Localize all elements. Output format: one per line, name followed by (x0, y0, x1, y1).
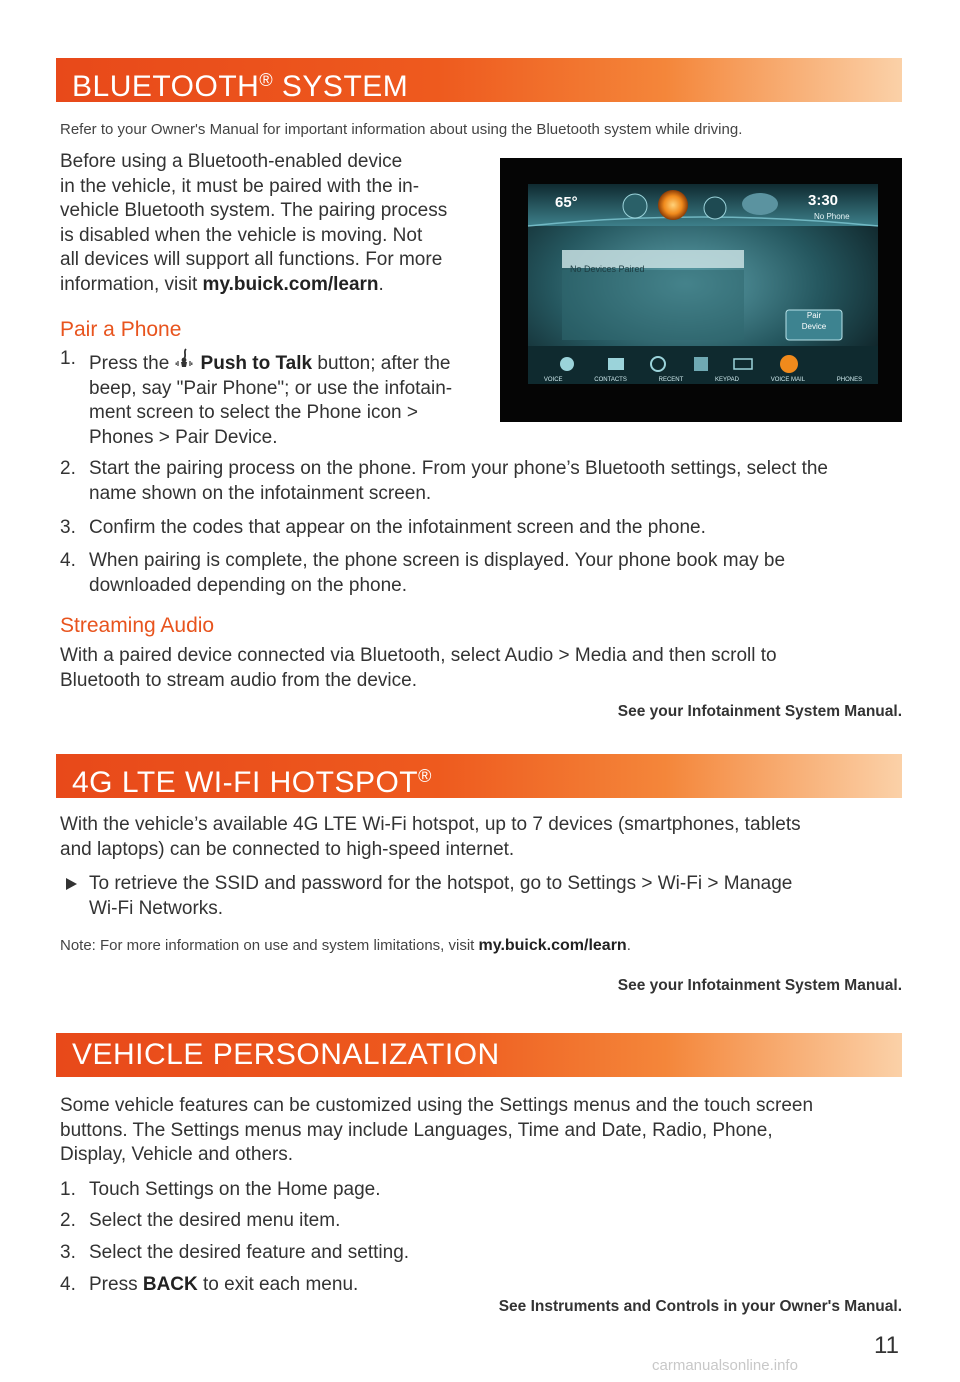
section-banner-personalization (56, 1033, 902, 1077)
step-text: Press the (89, 353, 175, 374)
intro-text: information, visit (60, 273, 203, 295)
nav-keypad[interactable]: KEYPAD (715, 377, 739, 383)
pair-phone-heading: Pair a Phone (60, 318, 182, 341)
screen-phone-status: No Phone (814, 212, 850, 221)
stream-line: Bluetooth to stream audio from the device. (60, 669, 417, 691)
step-line: ment screen to select the Phone icon > (89, 402, 419, 423)
pair-step-3 (60, 516, 706, 541)
intro-line-last (60, 273, 447, 298)
screen-list-item[interactable]: No Devices Paired (570, 264, 645, 274)
section-title: VEHICLE PERSONALIZATION (72, 1038, 500, 1071)
bullet-line: To retrieve the SSID and password for the hotspot, go to Settings > Wi-Fi > Manage (89, 873, 793, 894)
step-number: 1. (60, 1179, 76, 1200)
see-infotainment-manual: See your Infotainment System Manual. (617, 977, 902, 994)
pair-step-2 (60, 457, 828, 506)
step-number: 3. (60, 517, 76, 538)
step-line: name shown on the infotainment screen. (89, 482, 432, 504)
step-number: 1. (60, 348, 76, 369)
intro-period: . (378, 273, 384, 295)
step-number: 2. (60, 1210, 76, 1231)
step-text: Press (89, 1274, 143, 1295)
registered-mark: ® (259, 70, 274, 90)
step-line: downloaded depending on the phone. (89, 574, 408, 596)
intro-line: is disabled when the vehicle is moving. Not (60, 224, 423, 246)
nav-phones[interactable]: PHONES (836, 377, 863, 383)
push-to-talk-icon (175, 347, 195, 371)
pair-btn-line: Device (801, 322, 827, 331)
pair-btn-line: Pair (806, 311, 822, 320)
hotspot-bullet (60, 872, 792, 921)
note-period: . (626, 937, 631, 954)
registered-mark: ® (418, 766, 432, 786)
screen-temperature: 65° (555, 194, 578, 211)
step-line: Touch Settings on the Home page. (89, 1179, 381, 1200)
streaming-audio-heading: Streaming Audio (60, 614, 215, 637)
personalization-line: buttons. The Settings menus may include Languages, Time and Date, Radio, Phone, (60, 1119, 773, 1141)
step-number: 4. (60, 1274, 76, 1295)
section-banner-hotspot (56, 754, 902, 798)
step-line: Start the pairing process on the phone. From your phone’s Bluetooth settings, select the (89, 458, 828, 479)
personalization-step-1 (60, 1178, 381, 1203)
step-number: 3. (60, 1242, 76, 1263)
push-to-talk-label: Push to Talk (200, 353, 313, 374)
see-infotainment-manual: See your Infotainment System Manual. (617, 703, 902, 720)
step-line: Confirm the codes that appear on the infotainment screen and the phone. (89, 517, 706, 538)
step-text: button; after the (312, 353, 451, 374)
personalization-paragraph (60, 1094, 813, 1168)
step-text: to exit each menu. (197, 1274, 359, 1295)
hotspot-note (60, 934, 631, 959)
nav-voice-mail[interactable]: VOICE MAIL (770, 377, 806, 383)
intro-line: Before using a Bluetooth-enabled device (60, 151, 403, 172)
personalization-step-3 (60, 1241, 409, 1266)
section-banner-bluetooth (56, 58, 902, 102)
hotspot-line: and laptops) can be connected to high-speed internet. (60, 838, 515, 860)
personalization-line: Some vehicle features can be customized using the Settings menus and the touch screen (60, 1095, 814, 1116)
screen-nav-bar (528, 377, 878, 387)
step-line: beep, say "Pair Phone"; or use the infotain- (89, 377, 453, 399)
step-line: Select the desired feature and setting. (89, 1242, 410, 1263)
section-title: BLUETOOTH (72, 70, 260, 103)
stream-line: With a paired device connected via Bluetooth, select Audio > Media and then scroll to (60, 645, 777, 666)
personalization-line: Display, Vehicle and others. (60, 1144, 294, 1165)
step-line (60, 1273, 358, 1298)
hotspot-line: With the vehicle’s available 4G LTE Wi-Fi hotspot, up to 7 devices (smartphones, tablets (60, 814, 801, 835)
back-label: BACK (142, 1274, 198, 1295)
triangle-bullet-icon (66, 878, 77, 890)
page-number: 11 (874, 1332, 899, 1359)
step-line: When pairing is complete, the phone screen is displayed. Your phone book may be (89, 550, 786, 571)
nav-voice[interactable]: VOICE (543, 377, 563, 383)
note-text: Note: For more information on use and system limitations, visit (60, 937, 479, 954)
infotainment-screen-photo (500, 158, 902, 422)
learn-link[interactable]: my.buick.com/learn (202, 273, 379, 295)
section-title: 4G LTE WI-FI HOTSPOT (72, 766, 419, 799)
hotspot-paragraph (60, 813, 801, 862)
pair-step-4 (60, 549, 785, 598)
bluetooth-notice: Refer to your Owner's Manual for important information about using the Bluetooth system while driving. (60, 121, 743, 138)
step-line: Phones > Pair Device. (89, 426, 278, 448)
intro-line: in the vehicle, it must be paired with the in- (60, 175, 420, 197)
personalization-step-2 (60, 1209, 340, 1234)
screen-time: 3:30 (808, 192, 839, 209)
watermark: carmanualsonline.info (652, 1357, 798, 1374)
step-line (60, 347, 452, 377)
see-owners-manual: See Instruments and Controls in your Owner's Manual. (498, 1298, 902, 1315)
streaming-audio-text (60, 644, 777, 693)
intro-line: all devices will support all functions. For more (60, 249, 443, 270)
screen-pair-device-button[interactable] (786, 310, 842, 332)
section-title-rest: SYSTEM (273, 70, 409, 103)
personalization-step-4 (60, 1273, 358, 1298)
step-number: 2. (60, 458, 76, 479)
bullet-line: Wi-Fi Networks. (89, 897, 224, 919)
pair-step-1 (60, 347, 452, 450)
step-line: Select the desired menu item. (89, 1210, 341, 1231)
bluetooth-intro (60, 150, 447, 297)
learn-link[interactable]: my.buick.com/learn (478, 937, 627, 954)
step-number: 4. (60, 550, 76, 571)
intro-line: vehicle Bluetooth system. The pairing process (60, 200, 448, 221)
nav-recent[interactable]: RECENT (658, 377, 684, 383)
nav-contacts[interactable]: CONTACTS (594, 377, 627, 383)
